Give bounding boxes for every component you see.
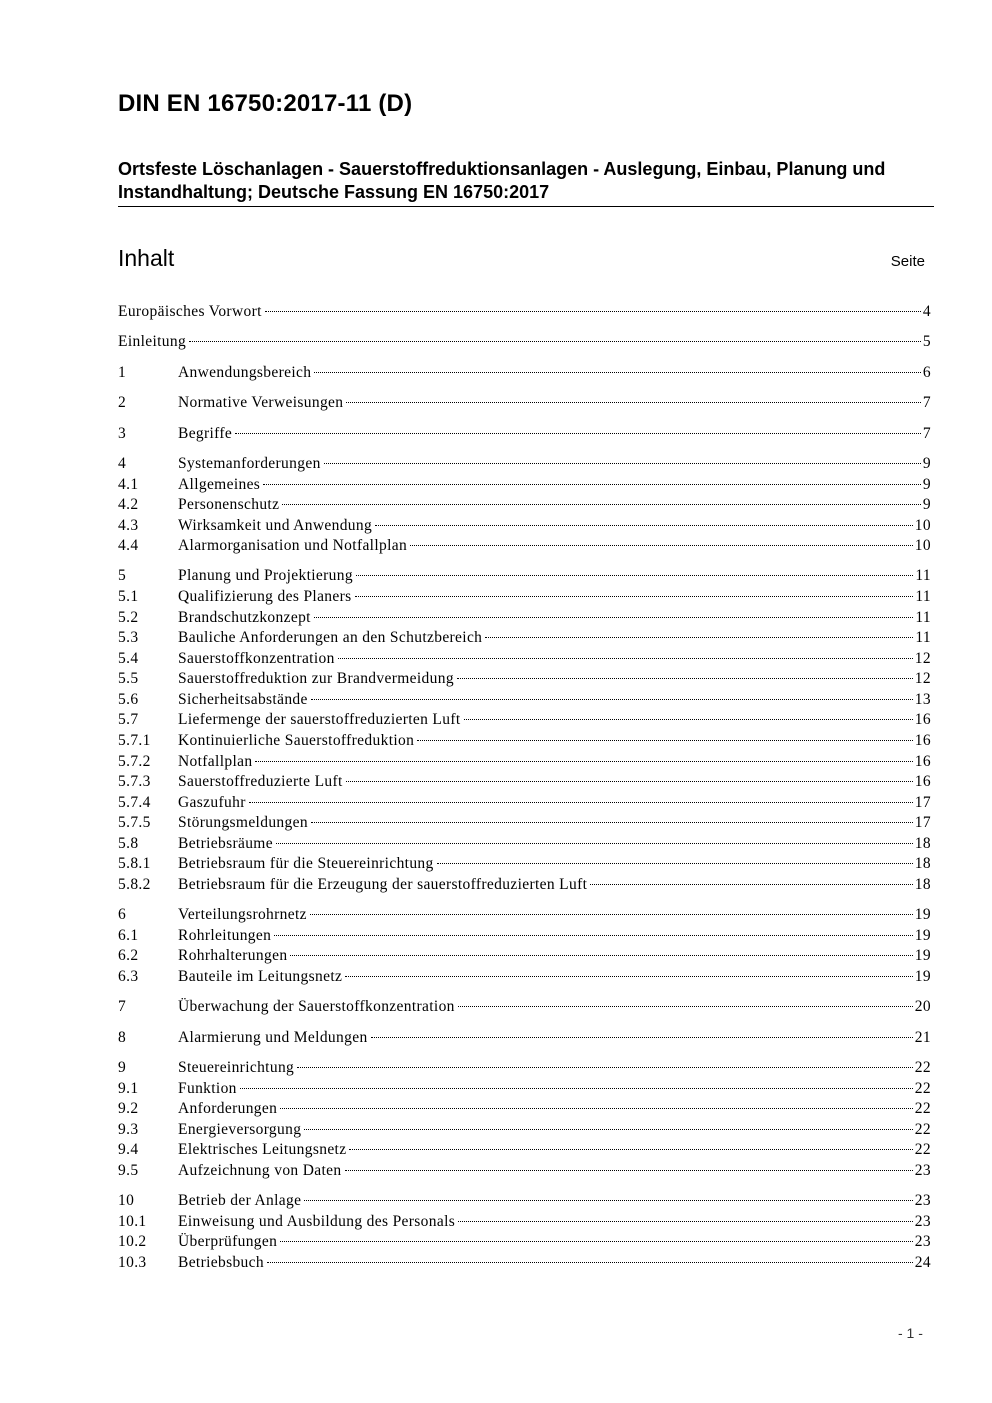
toc-entry-page: 21 [914, 1029, 931, 1046]
toc-entry[interactable] [118, 1253, 931, 1273]
toc-entry-number: 4.2 [118, 496, 139, 513]
toc-entry-title: Funktion [178, 1080, 237, 1097]
toc-entry-page: 23 [914, 1162, 931, 1179]
dot-leader [265, 311, 921, 312]
toc-entry-page: 7 [922, 394, 931, 411]
toc-entry[interactable] [118, 752, 931, 772]
toc-entry-number: 5.7 [118, 711, 139, 728]
dot-leader [240, 1088, 913, 1089]
toc-entry-page: 11 [915, 588, 931, 605]
toc-entry[interactable] [118, 710, 931, 730]
toc-entry-title: Energieversorgung [178, 1121, 302, 1138]
toc-entry-title: Sauerstoffreduktion zur Brandvermeidung [178, 670, 454, 687]
toc-entry-page: 7 [922, 425, 931, 442]
dot-leader [314, 372, 921, 373]
toc-entry-number: 5.7.4 [118, 794, 151, 811]
toc-entry-title: Betriebsraum für die Steuereinrichtung [178, 855, 434, 872]
toc-entry-page: 22 [914, 1141, 931, 1158]
toc-entry-number: 5.8.1 [118, 855, 151, 872]
toc-entry[interactable] [118, 875, 931, 895]
toc-entry-page: 19 [914, 947, 931, 964]
toc-entry[interactable] [118, 1140, 931, 1160]
toc-entry-page: 23 [914, 1192, 931, 1209]
toc-entry-number: 5.8.2 [118, 876, 151, 893]
toc-entry-number: 6 [118, 906, 127, 923]
toc-entry[interactable] [118, 475, 931, 495]
toc-entry-title: Begriffe [178, 425, 233, 442]
toc-entry-number: 10 [118, 1192, 135, 1209]
dot-leader [311, 699, 913, 700]
toc-entry[interactable] [118, 363, 931, 383]
toc-entry-page: 22 [914, 1121, 931, 1138]
toc-entry-number: 7 [118, 998, 127, 1015]
toc-entry[interactable] [118, 1191, 931, 1211]
toc-entry-number: 5 [118, 567, 127, 584]
toc-entry-title: Sauerstoffkonzentration [178, 650, 335, 667]
dot-leader [290, 955, 912, 956]
dot-leader [356, 575, 913, 576]
toc-entry-title: Einweisung und Ausbildung des Personals [178, 1213, 456, 1230]
toc-entry[interactable] [118, 454, 931, 474]
toc-entry[interactable] [118, 1099, 931, 1119]
toc-entry-title: Störungsmeldungen [178, 814, 308, 831]
toc-entry-page: 23 [914, 1213, 931, 1230]
toc-entry-page: 11 [915, 629, 931, 646]
toc-entry-number: 9.1 [118, 1080, 139, 1097]
toc-entry-page: 4 [922, 303, 931, 320]
toc-entry-page: 16 [914, 753, 931, 770]
toc-entry-page: 12 [914, 650, 931, 667]
toc-entry-page: 22 [914, 1100, 931, 1117]
toc-entry-number: 5.1 [118, 588, 139, 605]
dot-leader [375, 525, 913, 526]
toc-entry-number: 9.4 [118, 1141, 139, 1158]
toc-entry-number: 5.4 [118, 650, 139, 667]
toc-entry-page: 17 [914, 814, 931, 831]
toc-entry-page: 16 [914, 732, 931, 749]
toc-entry[interactable] [118, 946, 931, 966]
toc-entry[interactable] [118, 1079, 931, 1099]
toc-entry-page: 13 [914, 691, 931, 708]
toc-entry[interactable] [118, 772, 931, 792]
toc-entry-page: 20 [914, 998, 931, 1015]
dot-leader [280, 1241, 913, 1242]
toc-entry[interactable] [118, 926, 931, 946]
toc-entry[interactable] [118, 393, 931, 413]
toc-entry[interactable] [118, 608, 931, 628]
toc-entry-title: Notfallplan [178, 753, 253, 770]
toc-entry-number: 9.2 [118, 1100, 139, 1117]
toc-entry-number: 6.1 [118, 927, 139, 944]
toc-entry-page: 6 [922, 364, 931, 381]
toc-entry[interactable] [118, 793, 931, 813]
dot-leader [410, 545, 913, 546]
toc-entry-title: Personenschutz [178, 496, 280, 513]
toc-entry-page: 19 [914, 927, 931, 944]
toc-entry-title: Betriebsräume [178, 835, 273, 852]
toc-entry[interactable] [118, 1028, 931, 1048]
dot-leader [249, 802, 913, 803]
toc-entry[interactable] [118, 1212, 931, 1232]
toc-entry[interactable] [118, 967, 931, 987]
toc-entry-page: 9 [922, 455, 931, 472]
toc-entry[interactable] [118, 669, 931, 689]
dot-leader [355, 596, 914, 597]
page-column-label: Seite [890, 253, 925, 270]
toc-entry-title: Betriebsbuch [178, 1254, 264, 1271]
toc-entry[interactable] [118, 905, 931, 925]
dot-leader [417, 740, 913, 741]
toc-entry-page: 23 [914, 1233, 931, 1250]
dot-leader [310, 914, 913, 915]
toc-entry[interactable] [118, 997, 931, 1017]
dot-leader [314, 617, 914, 618]
dot-leader [304, 1200, 912, 1201]
toc-entry-title: Brandschutzkonzept [178, 609, 311, 626]
toc-entry-number: 2 [118, 394, 127, 411]
toc-entry[interactable] [118, 332, 931, 352]
toc-entry-number: 10.1 [118, 1213, 147, 1230]
toc-entry-title: Verteilungsrohrnetz [178, 906, 307, 923]
toc-entry-title: Liefermenge der sauerstoffreduzierten Luft [178, 711, 461, 728]
toc-entry-title: Systemanforderungen [178, 455, 321, 472]
toc-entry-title: Alarmierung und Meldungen [178, 1029, 368, 1046]
toc-entry-title: Gaszufuhr [178, 794, 246, 811]
dot-leader [338, 658, 913, 659]
toc-entry-number: 5.5 [118, 670, 139, 687]
dot-leader [345, 1170, 913, 1171]
toc-entry[interactable] [118, 813, 931, 833]
toc-entry-title: Steuereinrichtung [178, 1059, 295, 1076]
toc-entry-page: 11 [915, 609, 931, 626]
dot-leader [349, 1149, 912, 1150]
toc-entry[interactable] [118, 690, 931, 710]
toc-entry[interactable] [118, 1232, 931, 1252]
toc-entry-number: 4.1 [118, 476, 139, 493]
toc-entry-number: 5.7.2 [118, 753, 151, 770]
toc-entry-page: 17 [914, 794, 931, 811]
toc-entry-title: Planung und Projektierung [178, 567, 353, 584]
toc-entry-number: 9 [118, 1059, 127, 1076]
toc-entry-page: 18 [914, 876, 931, 893]
toc-entry-title: Bauliche Anforderungen an den Schutzbereich [178, 629, 483, 646]
toc-entry[interactable] [118, 854, 931, 874]
dot-leader [324, 463, 921, 464]
toc-entry[interactable] [118, 516, 931, 536]
toc-entry-number: 5.6 [118, 691, 139, 708]
toc-entry-number: 5.7.1 [118, 732, 151, 749]
dot-leader [345, 976, 913, 977]
dot-leader [189, 341, 921, 342]
dot-leader [346, 781, 913, 782]
toc-entry-number: 10.2 [118, 1233, 147, 1250]
toc-entry-page: 24 [914, 1254, 931, 1271]
page-number: - 1 - [898, 1325, 923, 1341]
toc-entry-title: Überwachung der Sauerstoffkonzentration [178, 998, 455, 1015]
toc-entry[interactable] [118, 649, 931, 669]
dot-leader [282, 504, 921, 505]
dot-leader [263, 484, 921, 485]
toc-entry-title: Anwendungsbereich [178, 364, 312, 381]
toc-entry-page: 12 [914, 670, 931, 687]
toc-entry-page: 9 [922, 496, 931, 513]
dot-leader [371, 1037, 913, 1038]
toc-entry-title: Elektrisches Leitungsnetz [178, 1141, 347, 1158]
toc-entry-title: Aufzeichnung von Daten [178, 1162, 342, 1179]
toc-entry-number: 5.8 [118, 835, 139, 852]
toc-entry-page: 22 [914, 1080, 931, 1097]
toc-entry-title: Rohrleitungen [178, 927, 272, 944]
toc-entry-number: 5.2 [118, 609, 139, 626]
toc-entry-page: 19 [914, 968, 931, 985]
toc-entry-title: Qualifizierung des Planers [178, 588, 352, 605]
toc-entry-title: Rohrhalterungen [178, 947, 288, 964]
toc-entry[interactable] [118, 536, 931, 556]
toc-entry-number: 9.3 [118, 1121, 139, 1138]
dot-leader [235, 433, 921, 434]
toc-entry-title: Allgemeines [178, 476, 261, 493]
dot-leader [267, 1262, 913, 1263]
toc-entry-number: 4.4 [118, 537, 139, 554]
dot-leader [280, 1108, 913, 1109]
toc-entry-title: Sauerstoffreduzierte Luft [178, 773, 343, 790]
toc-entry-title: Wirksamkeit und Anwendung [178, 517, 373, 534]
dot-leader [276, 843, 913, 844]
toc-entry-page: 18 [914, 855, 931, 872]
toc-entry-number: 4 [118, 455, 127, 472]
toc-entry-page: 5 [922, 333, 931, 350]
toc-entry[interactable] [118, 424, 931, 444]
toc-entry[interactable] [118, 1058, 931, 1078]
toc-entry-page: 16 [914, 711, 931, 728]
toc-heading: Inhalt [118, 245, 175, 271]
toc-entry-number: 9.5 [118, 1162, 139, 1179]
document-id: DIN EN 16750:2017-11 (D) [118, 90, 413, 117]
toc-entry-page: 10 [914, 517, 931, 534]
document-subtitle: Ortsfeste Löschanlagen - Sauerstoffreduktionsanlagen - Auslegung, Einbau, Planung und Instandhaltung; Deutsche Fassung EN 16750:2017 [118, 159, 886, 202]
toc-entry-page: 22 [914, 1059, 931, 1076]
toc-entry-page: 10 [914, 537, 931, 554]
toc-entry-page: 16 [914, 773, 931, 790]
toc-entry-title: Einleitung [118, 333, 187, 350]
dot-leader [304, 1129, 912, 1130]
toc-entry[interactable] [118, 566, 931, 586]
toc-entry-title: Betrieb der Anlage [178, 1192, 302, 1209]
toc-entry[interactable] [118, 302, 931, 322]
dot-leader [458, 1221, 913, 1222]
toc-entry[interactable] [118, 834, 931, 854]
toc-entry-page: 19 [914, 906, 931, 923]
toc-entry-number: 6.2 [118, 947, 139, 964]
dot-leader [458, 1006, 913, 1007]
title-divider [118, 206, 934, 207]
dot-leader [346, 402, 921, 403]
dot-leader [437, 863, 913, 864]
dot-leader [311, 822, 913, 823]
dot-leader [464, 719, 913, 720]
toc-entry[interactable] [118, 1161, 931, 1181]
toc-entry-title: Betriebsraum für die Erzeugung der sauerstoffreduzierten Luft [178, 876, 588, 893]
dot-leader [274, 935, 913, 936]
toc-entry-number: 1 [118, 364, 127, 381]
toc-entry-number: 8 [118, 1029, 127, 1046]
dot-leader [457, 678, 913, 679]
toc-entry-page: 11 [915, 567, 931, 584]
toc-entry-title: Normative Verweisungen [178, 394, 344, 411]
dot-leader [590, 884, 913, 885]
dot-leader [485, 637, 913, 638]
toc-entry-number: 10.3 [118, 1254, 147, 1271]
toc-entry[interactable] [118, 495, 931, 515]
toc-entry-title: Sicherheitsabstände [178, 691, 308, 708]
toc-entry-number: 4.3 [118, 517, 139, 534]
toc-entry-title: Kontinuierliche Sauerstoffreduktion [178, 732, 415, 749]
toc-entry-title: Alarmorganisation und Notfallplan [178, 537, 408, 554]
toc-entry-title: Anforderungen [178, 1100, 278, 1117]
toc-entry-page: 9 [922, 476, 931, 493]
dot-leader [255, 761, 912, 762]
toc-entry-number: 5.7.3 [118, 773, 151, 790]
toc-entry-number: 6.3 [118, 968, 139, 985]
toc-entry-title: Bauteile im Leitungsnetz [178, 968, 343, 985]
toc-entry-number: 5.3 [118, 629, 139, 646]
toc-entry-title: Europäisches Vorwort [118, 303, 262, 320]
toc-entry-number: 3 [118, 425, 127, 442]
toc-entry-title: Überprüfungen [178, 1233, 278, 1250]
toc-entry-page: 18 [914, 835, 931, 852]
toc-entry-number: 5.7.5 [118, 814, 151, 831]
toc-entry[interactable] [118, 1120, 931, 1140]
toc-entry[interactable] [118, 587, 931, 607]
toc-entry[interactable] [118, 628, 931, 648]
toc-entry[interactable] [118, 731, 931, 751]
dot-leader [297, 1067, 913, 1068]
